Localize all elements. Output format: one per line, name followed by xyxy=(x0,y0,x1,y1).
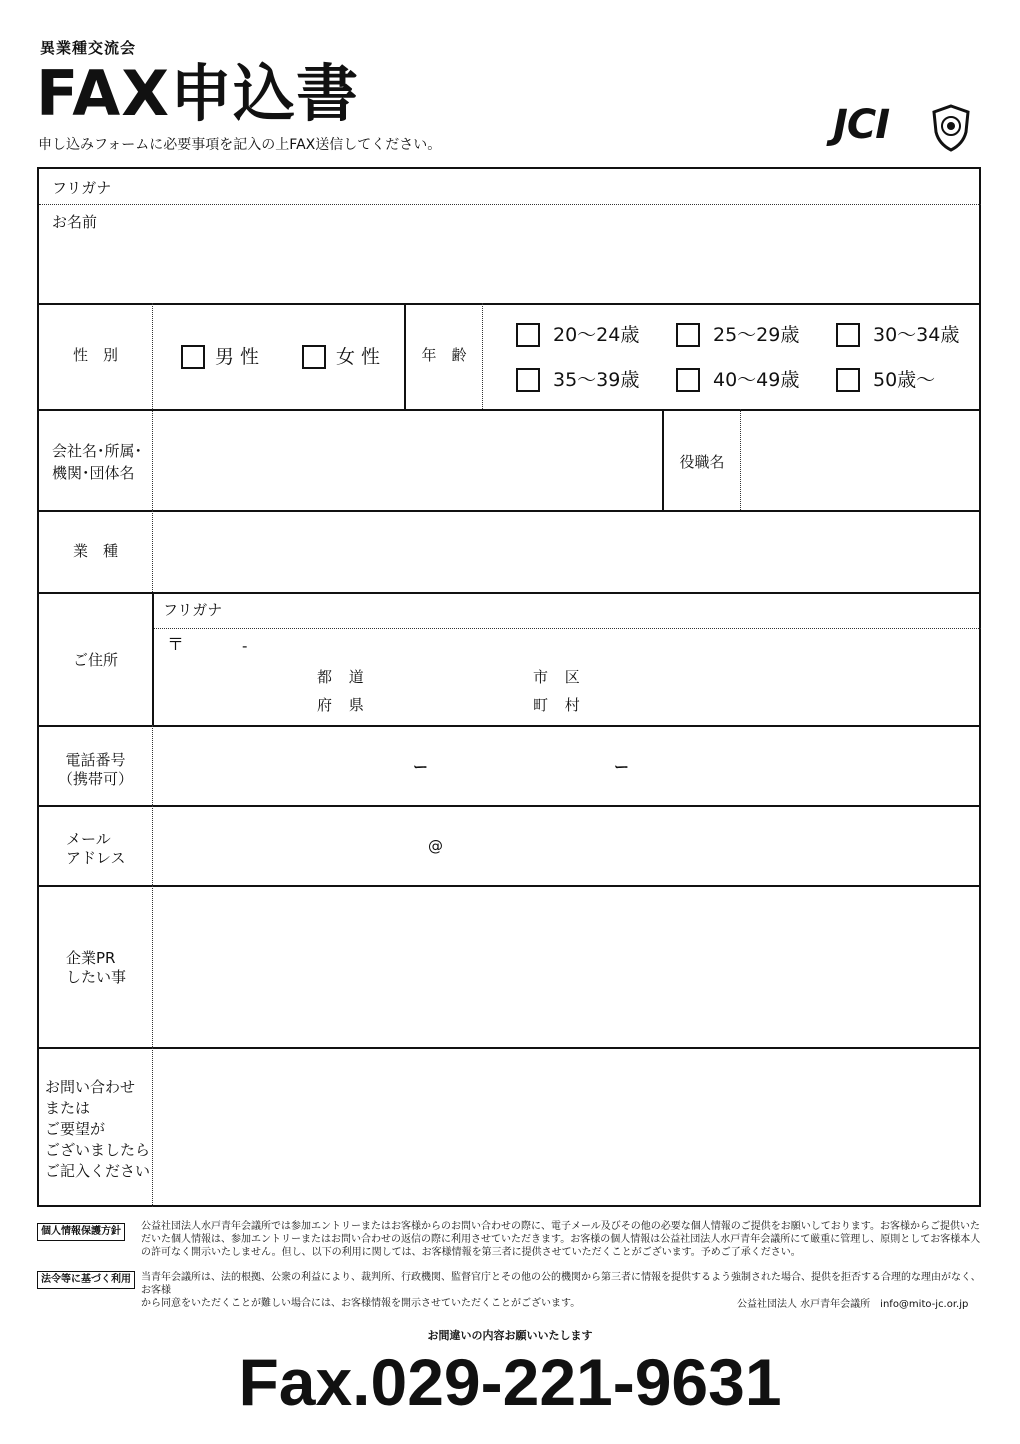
privacy-policy-text xyxy=(141,1220,986,1259)
email-at-sign: @ xyxy=(428,837,443,855)
law-line-2: から同意をいただくことが難しい場合には、お客様情報を開示させていただくことがございます。 xyxy=(141,1298,581,1309)
phone-label-line2: （携帯可） xyxy=(57,770,133,788)
age-35-39-checkbox[interactable] xyxy=(516,368,540,392)
inquiry-label-line4: ございましたら xyxy=(45,1141,151,1159)
age-40-49-label: 40〜49歳 xyxy=(713,369,800,391)
pr-label-line1: 企業PR xyxy=(66,949,116,967)
position-label: 役職名 xyxy=(679,453,725,471)
inquiry-label-line1: お問い合わせ xyxy=(45,1078,136,1096)
application-form xyxy=(37,167,981,1207)
industry-field[interactable] xyxy=(155,513,979,590)
prefecture-line1: 都 道 xyxy=(317,668,370,686)
age-40-49-checkbox[interactable] xyxy=(676,368,700,392)
footer-note: お間違いの内容お願いいたします xyxy=(427,1329,593,1342)
email-field[interactable] xyxy=(155,808,979,883)
name-label: お名前 xyxy=(52,213,98,231)
inquiry-label-line2: または xyxy=(45,1099,91,1117)
phone-dash-1: ー xyxy=(413,758,429,776)
city-line1: 市 区 xyxy=(533,668,586,686)
prefecture-line2: 府 県 xyxy=(317,696,370,714)
jci-logo xyxy=(833,100,981,160)
age-25-29-label: 25〜29歳 xyxy=(713,324,800,346)
address-furigana-label: フリガナ xyxy=(163,601,223,619)
age-35-39-label: 35〜39歳 xyxy=(553,369,640,391)
inquiry-label-line3: ご要望が xyxy=(45,1120,106,1138)
gender-male-checkbox[interactable] xyxy=(181,345,205,369)
company-label-line1: 会社名･所属･ xyxy=(52,442,143,460)
pr-label-line2: したい事 xyxy=(66,968,127,986)
organization-contact: 公益社団法人 水戸青年会議所 info@mito-jc.or.jp xyxy=(737,1299,969,1310)
age-30-34-label: 30〜34歳 xyxy=(873,324,960,346)
logo-text: JCI xyxy=(833,102,890,148)
instruction-text: 申し込みフォームに必要事項を記入の上FAX送信してください。 xyxy=(38,137,442,153)
phone-dash-2: ー xyxy=(614,758,630,776)
company-field[interactable] xyxy=(155,412,660,508)
email-label-line2: アドレス xyxy=(66,849,126,867)
postal-mark: 〒 xyxy=(167,635,184,655)
email-label-line1: メール xyxy=(66,830,111,848)
gender-female-label: 女 性 xyxy=(336,346,381,368)
name-field[interactable] xyxy=(39,233,979,301)
event-subtitle: 異業種交流会 xyxy=(40,39,137,57)
age-50-plus-checkbox[interactable] xyxy=(836,368,860,392)
inquiry-field[interactable] xyxy=(155,1050,979,1205)
phone-label-line1: 電話番号 xyxy=(65,751,126,769)
position-field[interactable] xyxy=(743,412,979,508)
age-50-plus-label: 50歳〜 xyxy=(873,369,936,391)
age-20-24-checkbox[interactable] xyxy=(516,323,540,347)
fax-number: Fax.029-221-9631 xyxy=(238,1345,782,1419)
age-25-29-checkbox[interactable] xyxy=(676,323,700,347)
postal-dash: - xyxy=(242,637,248,655)
pr-field[interactable] xyxy=(155,888,979,1045)
age-20-24-label: 20〜24歳 xyxy=(553,324,640,346)
shield-icon xyxy=(931,104,971,152)
furigana-label: フリガナ xyxy=(52,179,112,197)
age-label: 年 齢 xyxy=(421,346,467,364)
privacy-line-3: の許可なく開示いたしません。但し、以下の利用に関しては、お客様情報を第三者に提供させていただくことがございます。予めご了承ください。 xyxy=(141,1247,801,1258)
address-field[interactable] xyxy=(155,630,979,723)
industry-label: 業 種 xyxy=(72,542,118,560)
gender-label: 性 別 xyxy=(72,346,118,364)
inquiry-label-line5: ご記入ください xyxy=(45,1162,151,1180)
city-line2: 町 村 xyxy=(533,696,586,714)
page-title: FAX申込書 xyxy=(36,57,360,130)
gender-male-label: 男 性 xyxy=(215,346,260,368)
privacy-policy-tag: 個人情報保護方針 xyxy=(37,1223,125,1241)
age-30-34-checkbox[interactable] xyxy=(836,323,860,347)
law-use-tag: 法令等に基づく利用 xyxy=(37,1271,135,1289)
law-line-1: 当青年会議所は、法的根拠、公衆の利益により、裁判所、行政機関、監督官庁とその他の公的機関から第三者に情報を提供するよう強制された場合、提供を拒否する合理的な理由がなく、お客様 xyxy=(141,1272,981,1296)
privacy-line-1: 公益社団法人水戸青年会議所では参加エントリーまたはお客様からのお問い合わせの際に、電子メール及びその他の必要な個人情報のご提供をお願いしております。お客様からご提供いた xyxy=(141,1221,980,1232)
address-label: ご住所 xyxy=(72,651,118,669)
company-label-line2: 機関･団体名 xyxy=(52,464,135,482)
phone-field[interactable] xyxy=(155,728,979,803)
gender-female-checkbox[interactable] xyxy=(302,345,326,369)
privacy-line-2: だいた個人情報は、参加エントリーまたはお問い合わせの返信の際に利用させていただきます。お客様の個人情報は公益社団法人水戸青年会議所にて厳重に管理し、原則としてお客様本人 xyxy=(141,1234,981,1245)
